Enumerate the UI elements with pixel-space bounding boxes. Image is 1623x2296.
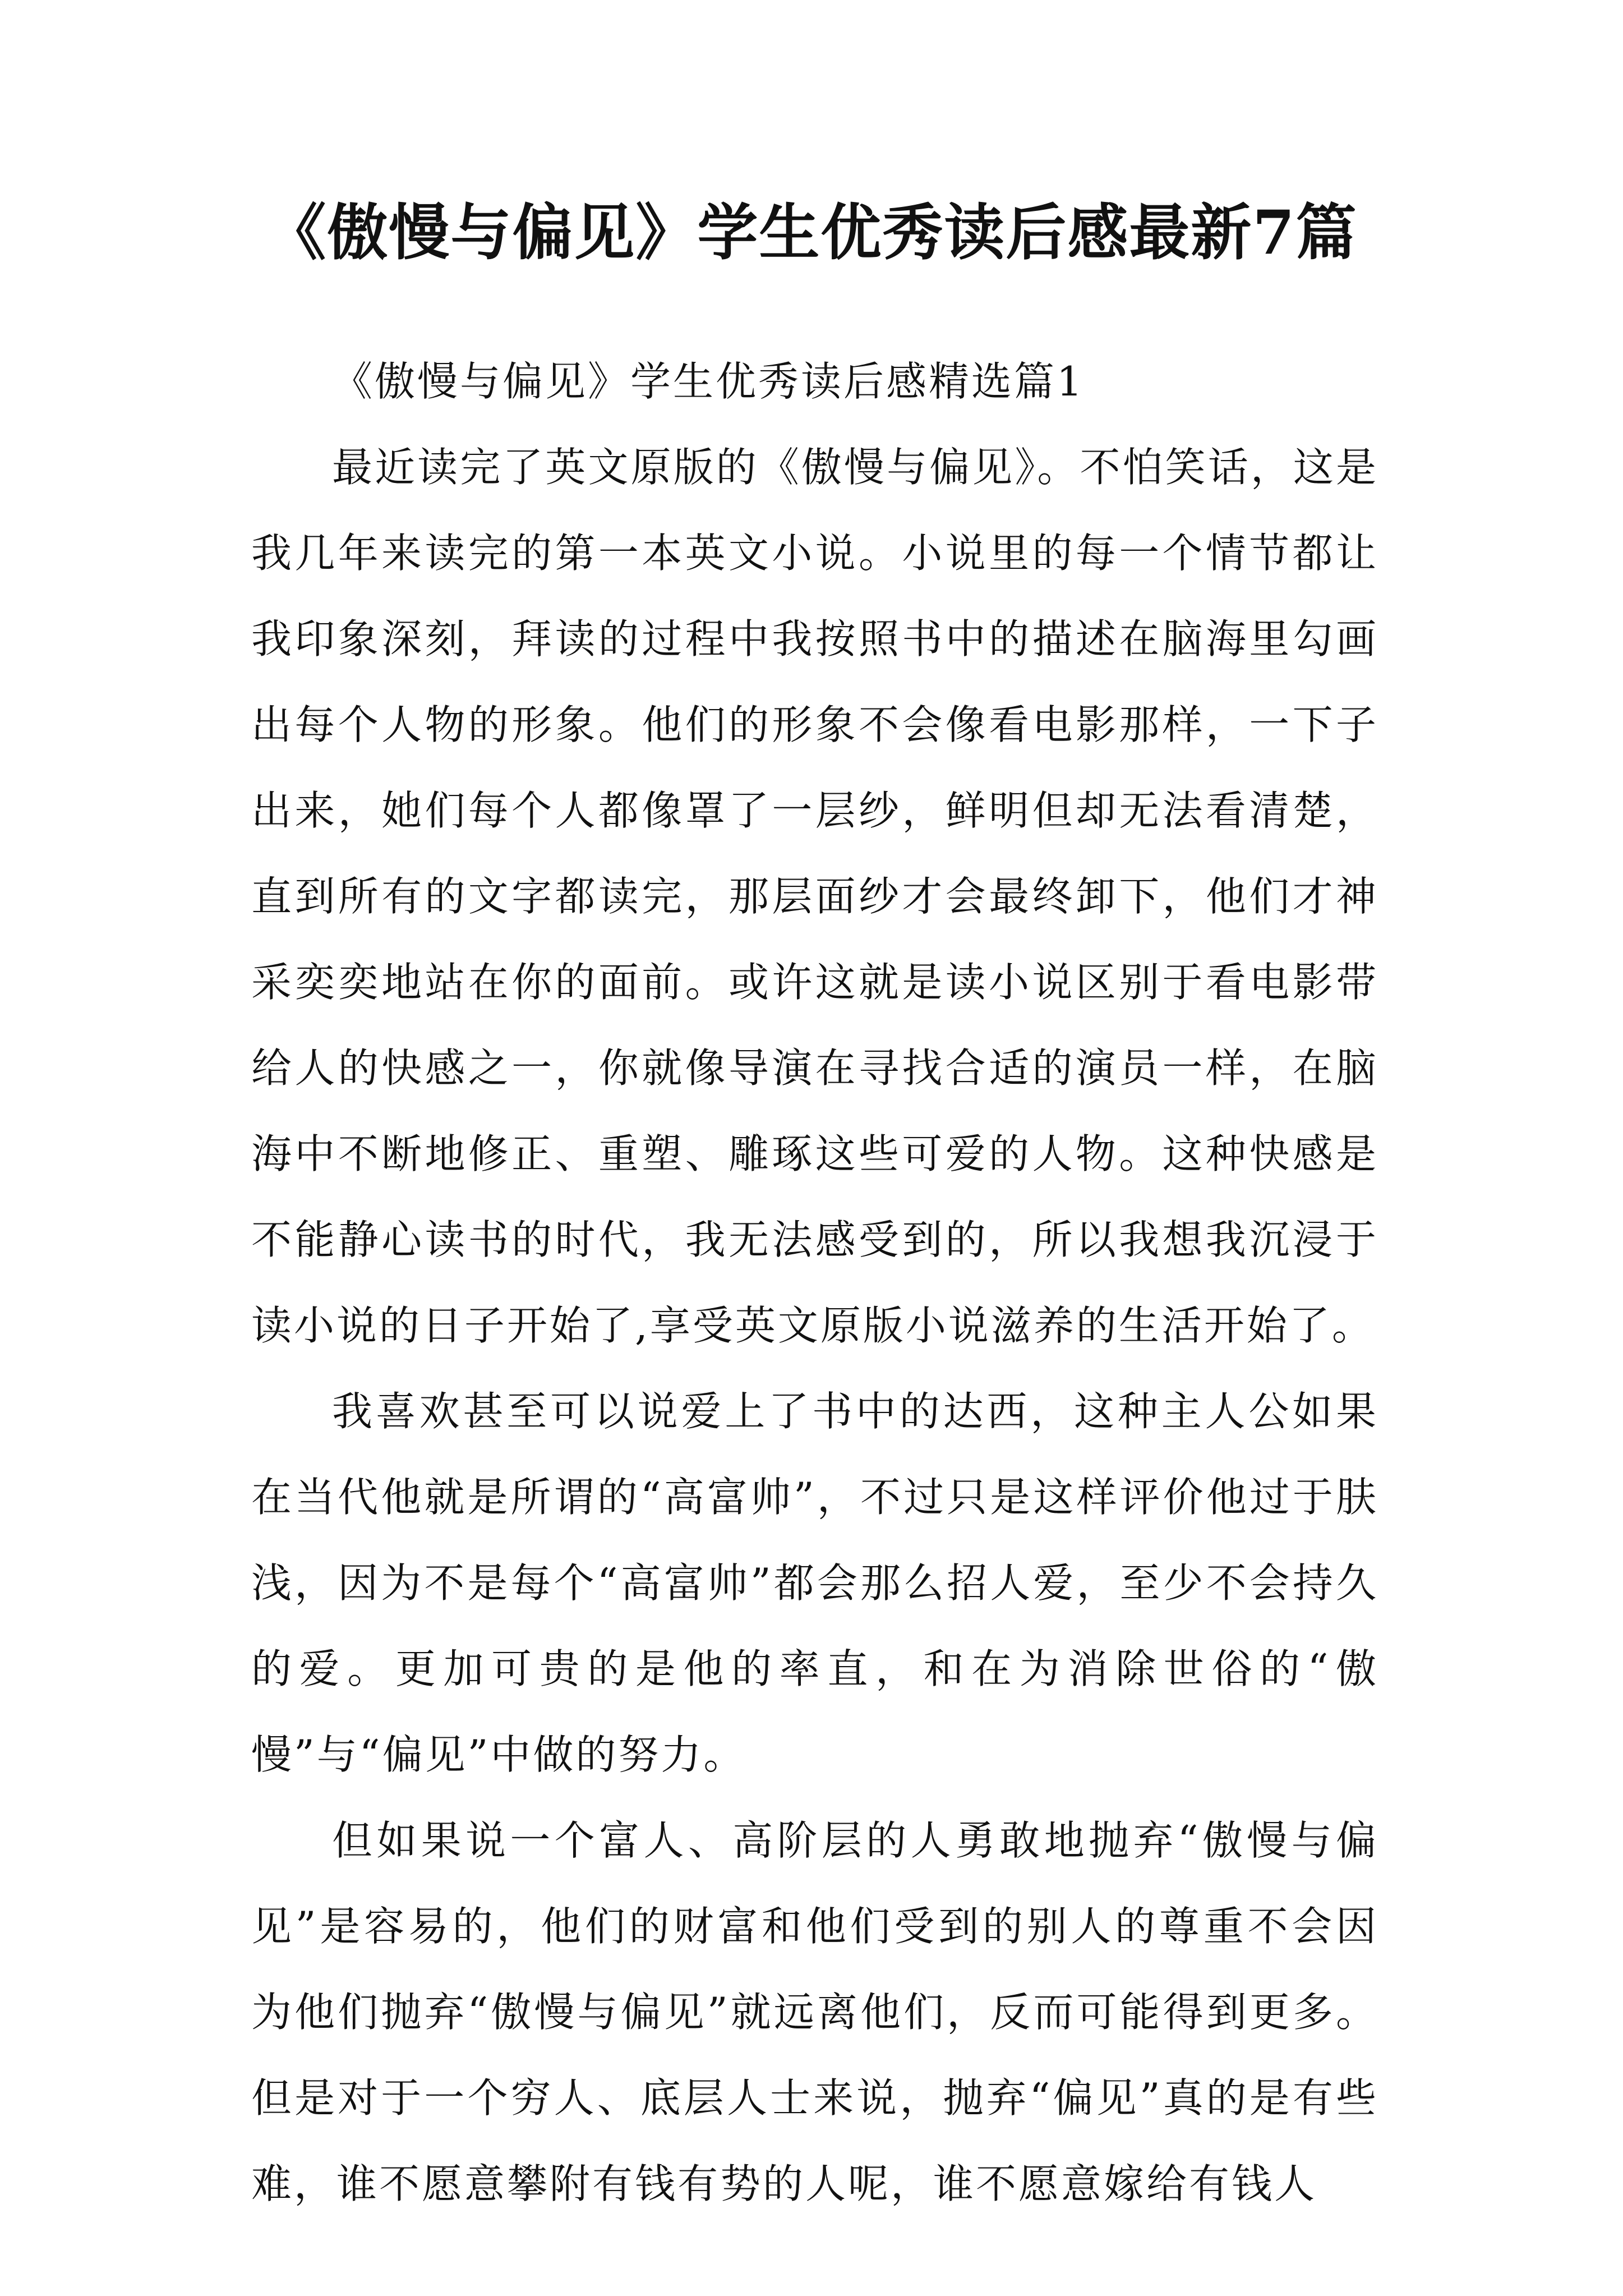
document-title: 《傲慢与偏见》学生优秀读后感最新7篇 [265,197,1358,268]
paragraph-3: 但如果说一个富人、高阶层的人勇敢地抛弃“傲慢与偏见”是容易的，他们的财富和他们受到的别人的尊重不会因为他们抛弃“傲慢与偏见”就远离他们，反而可能得到更多。但是对于一个穷人、底层人士来说，抛弃“偏见”真的是有些难，谁不愿意攀附有钱有势的人呢，谁不愿意嫁给有钱人 [251,1817,1378,2207]
paragraph-2: 我喜欢甚至可以说爱上了书中的达西，这种主人公如果在当代他就是所谓的“高富帅”，不过只是这样评价他过于肤浅，因为不是每个“高富帅”都会那么招人爱，至少不会持久的爱。更加可贵的是他的率直，和在为消除世俗的“傲慢”与“偏见”中做的努力。 [251,1388,1378,1778]
document-body [251,339,1378,2227]
paragraph-1: 最近读完了英文原版的《傲慢与偏见》。不怕笑话，这是我几年来读完的第一本英文小说。小说里的每一个情节都让我印象深刻，拜读的过程中我按照书中的描述在脑海里勾画出每个人物的形象。他们的形象不会像看电影那样，一下子出来，她们每个人都像罩了一层纱，鲜明但却无法看清楚，直到所有的文字都读完，那层面纱才会最终卸下，他们才神采奕奕地站在你的面前。或许这就是读小说区别于看电影带给人的快感之一，你就像导演在寻找合适的演员一样，在脑海中不断地修正、重塑、雕琢这些可爱的人物。这种快感是不能静心读书的时代，我无法感受到的，所以我想我沉浸于读小说的日子开始了,享受英文原版小说滋养的生活开始了。 [251,444,1378,1349]
section-heading: 《傲慢与偏见》学生优秀读后感精选篇1 [332,358,1085,405]
